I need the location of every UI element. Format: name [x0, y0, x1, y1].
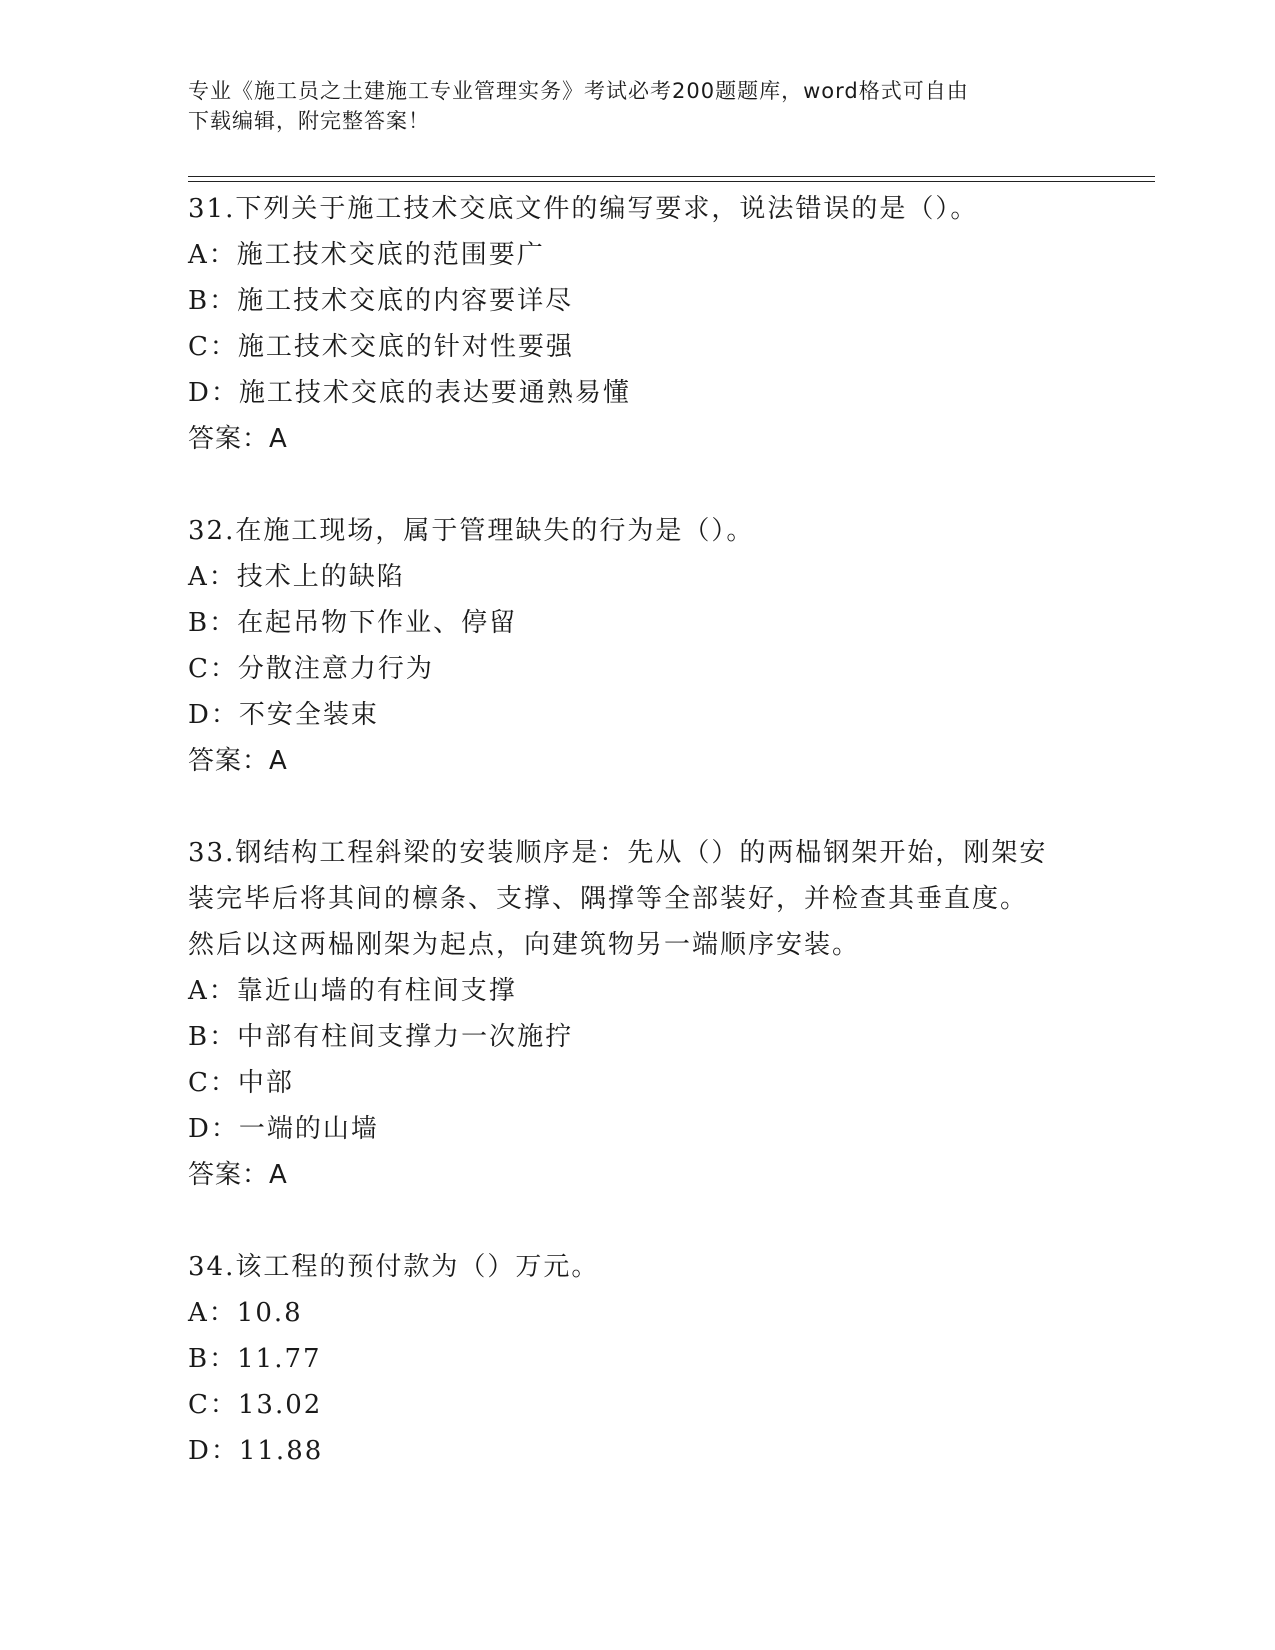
option-b: B：11.77	[188, 1344, 322, 1374]
option-a: A：施工技术交底的范围要广	[188, 240, 545, 270]
option-b: B：在起吊物下作业、停留	[188, 608, 518, 638]
question-stem-line-1: 33.钢结构工程斜梁的安装顺序是：先从（）的两榀钢架开始，刚架安	[188, 838, 1048, 868]
question-stem-line-2: 装完毕后将其间的檩条、支撑、隅撑等全部装好，并检查其垂直度。	[188, 884, 1029, 914]
option-a: A：10.8	[188, 1298, 303, 1328]
option-a: A：技术上的缺陷	[188, 562, 405, 592]
option-b: B：中部有柱间支撑力一次施拧	[188, 1022, 574, 1052]
option-a: A：靠近山墙的有柱间支撑	[188, 976, 517, 1006]
question-stem: 31.下列关于施工技术交底文件的编写要求，说法错误的是（）。	[188, 194, 979, 224]
question-33	[188, 830, 1088, 1198]
answer-label: 答案：A	[188, 1160, 288, 1190]
option-d: D：一端的山墙	[188, 1114, 379, 1144]
header-divider-bottom	[188, 181, 1155, 182]
option-d: D：不安全装束	[188, 700, 379, 730]
option-d: D：施工技术交底的表达要通熟易懂	[188, 378, 631, 408]
option-c: C：13.02	[188, 1390, 323, 1420]
header-line-2: 下载编辑，附完整答案！	[188, 109, 430, 133]
question-stem-line-3: 然后以这两榀刚架为起点，向建筑物另一端顺序安装。	[188, 930, 861, 960]
question-31	[188, 186, 1088, 462]
option-c: C：施工技术交底的针对性要强	[188, 332, 574, 362]
option-c: C：分散注意力行为	[188, 654, 434, 684]
header-line-1: 专业《施工员之土建施工专业管理实务》考试必考200题题库，word格式可自由	[188, 79, 969, 103]
header-divider-top	[188, 176, 1155, 177]
option-c: C：中部	[188, 1068, 294, 1098]
answer-label: 答案：A	[188, 424, 288, 454]
option-b: B：施工技术交底的内容要详尽	[188, 286, 574, 316]
document-header	[188, 76, 1088, 136]
question-stem: 34.该工程的预付款为（）万元。	[188, 1252, 600, 1282]
question-stem: 32.在施工现场，属于管理缺失的行为是（）。	[188, 516, 755, 546]
question-32	[188, 508, 1088, 784]
option-d: D：11.88	[188, 1436, 324, 1466]
question-34	[188, 1244, 1088, 1474]
answer-label: 答案：A	[188, 746, 288, 776]
